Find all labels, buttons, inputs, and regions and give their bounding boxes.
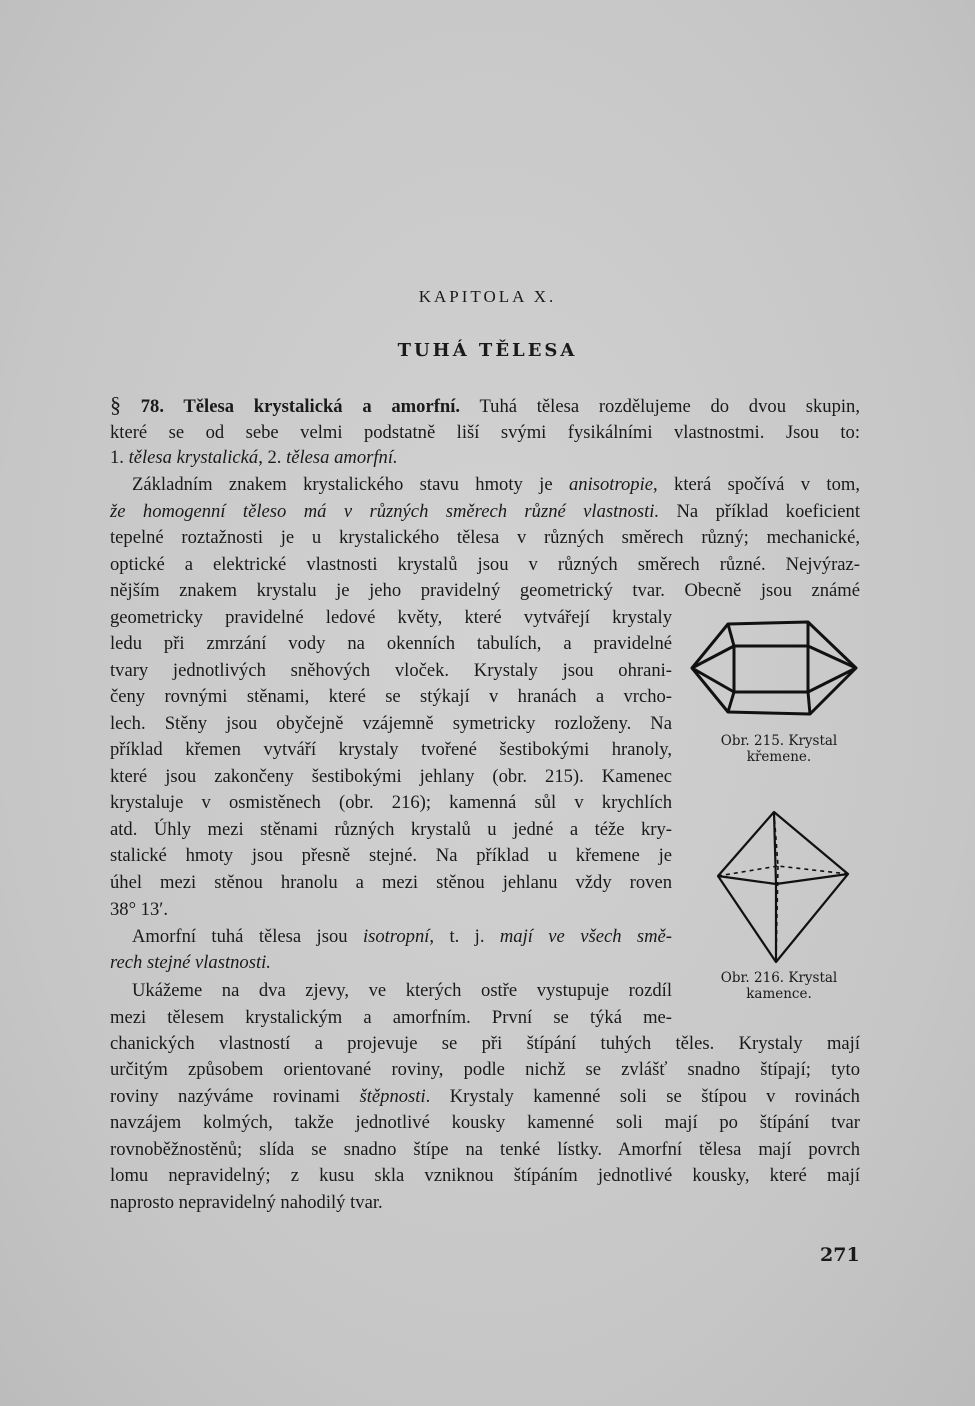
text-line: navzájem kolmých, takže jednotlivé kousky kamenné soli mají po štípání tvar (110, 1112, 860, 1133)
quartz-outline (692, 622, 856, 714)
text-line: Základním znakem krystalického stavu hmoty je anisotropie, která spočívá v tom, (132, 474, 860, 495)
text-line: čeny rovnými stěnami, které se stýkají v hranách a vrcho- (110, 686, 672, 707)
alum-octahedron-figure (712, 808, 862, 966)
chapter-label: KAPITOLA X. (418, 287, 557, 306)
text-line: optické a elektrické vlastnosti krystalů jsou v různých směrech různé. Nejvýraz- (110, 554, 860, 575)
quartz-crystal-figure (688, 616, 860, 720)
page-number: 271 (820, 1244, 860, 1266)
text-line: tvary jednotlivých sněhových vloček. Krystaly jsou ohrani- (110, 660, 672, 681)
quartz-lower-edge (692, 668, 856, 692)
text-line: úhel mezi stěnou hranolu a mezi stěnou jehlanu vždy roven (110, 872, 672, 893)
section-heading: 78. Tělesa krystalická a amorfní. (140, 396, 461, 417)
figure-caption-215: Obr. 215. Krystal křemene. (720, 733, 838, 765)
text-line: § 78. Tělesa krystalická a amorfní. Tuhá tělesa rozdělujeme do dvou skupin, (110, 392, 860, 417)
chapter-title: TUHÁ TĚLESA (397, 340, 578, 361)
text-line: lomu nepravidelný; z kusu skla vzniknou štípáním jednotlivé kousky, které mají (110, 1165, 860, 1186)
text-line: atd. Úhly mezi stěnami různých krystalů u jedné a téže kry- (110, 819, 672, 840)
text-line: 1. tělesa krystalická, 2. tělesa amorfní. (110, 447, 398, 468)
text-line: ledu při zmrzání vody na okenních tabulích, a pravidelné (110, 633, 672, 654)
text-line: že homogenní těleso má v různých směrech různé vlastnosti. Na příklad koeficient (110, 501, 860, 522)
text-line: naprosto nepravidelný nahodilý tvar. (110, 1192, 383, 1213)
text-line: tepelné roztažnosti je u krystalického tělesa v různých směrech různý; mechanické, (110, 527, 860, 548)
text-line: příklad křemen vytváří krystaly tvořené šestibokými hranoly, (110, 739, 672, 760)
text-line: stalické hmoty jsou přesně stejné. Na příklad u křemene je (110, 845, 672, 866)
text-line: lech. Stěny jsou obyčejně vzájemně symetricky rozloženy. Na (110, 713, 672, 734)
text-line: krystaluje v osmistěnech (obr. 216); kamenná sůl v krychlích (110, 792, 672, 813)
text-line: 38° 13′. (110, 899, 168, 920)
text-line: mezi tělesem krystalickým a amorfním. První se týká me- (110, 1007, 672, 1028)
text-line: Amorfní tuhá tělesa jsou isotropní, t. j. mají ve všech smě- (132, 926, 672, 947)
quartz-upper-edge (692, 646, 856, 668)
text-line: geometricky pravidelné ledové květy, které vytvářejí krystaly (110, 607, 672, 628)
text-line: které jsou zakončeny šestibokými jehlany (obr. 215). Kamenec (110, 766, 672, 787)
section-symbol: § (110, 392, 121, 417)
text-line: roviny nazýváme rovinami štěpnosti. Krystaly kamenné soli se štípou v rovinách (110, 1086, 860, 1107)
text-line: Ukážeme na dva zjevy, ve kterých ostře vystupuje rozdíl (132, 980, 672, 1001)
text-line: rovnoběžnostěnů; slída se snadno štípe na tenké lístky. Amorfní tělesa mají povrch (110, 1139, 860, 1160)
figure-caption-216: Obr. 216. Krystal kamence. (720, 970, 838, 1002)
octahedron-outline (718, 812, 848, 962)
text-line: které se od sebe velmi podstatně liší svými fysikálními vlastnostmi. Jsou to: (110, 422, 860, 443)
text-line: rech stejné vlastnosti. (110, 952, 271, 973)
text-line: nějším znakem krystalu je jeho pravidelný geometrický tvar. Obecně jsou známé (110, 580, 860, 601)
text-line: chanických vlastností a projevuje se při štípání tuhých těles. Krystaly mají (110, 1033, 860, 1054)
text-line: určitým způsobem orientované roviny, podle nichž se zvlášť snadno štípají; tyto (110, 1059, 860, 1080)
